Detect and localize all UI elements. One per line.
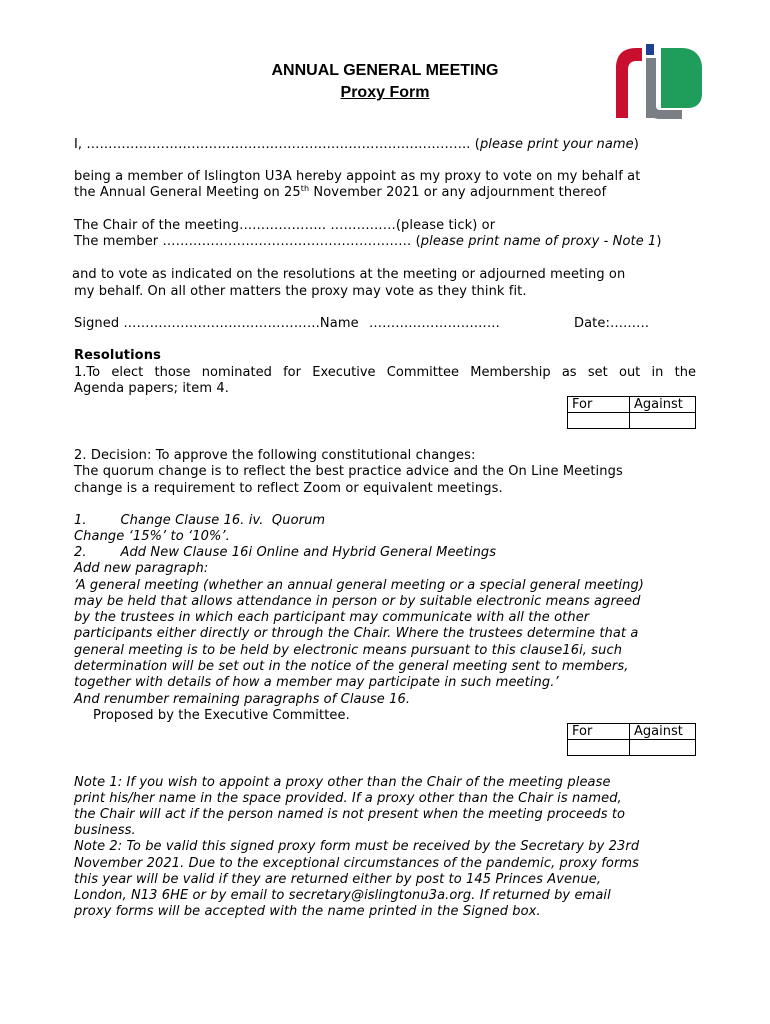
chair-line: The Chair of the meeting……………….. ……………(please tick) or (74, 218, 496, 233)
note-line: this year will be valid if they are returned either by post to 145 Princes Avenue, (74, 872, 602, 887)
quote-line: participants either directly or through the Chair. Where the trustees determine that a (74, 626, 639, 641)
for-cell[interactable] (568, 413, 630, 429)
note-line: Note 2: To be valid this signed proxy form must be received by the Secretary by 23rd (74, 839, 640, 854)
clause-1: 1. Change Clause 16. iv. Quorum (74, 513, 326, 528)
against-cell[interactable] (630, 413, 696, 429)
resolution-1-line-2: Agenda papers; item 4. (74, 381, 229, 396)
note-line: proxy forms will be accepted with the name printed in the Signed box. (74, 904, 541, 919)
name-line: I, ……………………………………………………………………………. (please print your name) (74, 137, 639, 152)
against-header: Against (630, 397, 696, 413)
u3a-logo (612, 44, 704, 120)
quote-line: together with details of how a member may participate in such meeting.’ (74, 675, 559, 690)
resolution-1-line-1: 1.To elect those nominated for Executive Committee Membership as set out in the (74, 365, 696, 380)
date-field[interactable]: Date:……… (574, 316, 650, 331)
note-line: the Chair will act if the person named is not present when the meeting proceeds to (74, 807, 626, 822)
quote-line: may be held that allows attendance in person or by suitable electronic means agreed (74, 594, 641, 609)
against-cell[interactable] (630, 740, 696, 756)
resolution-2-line-2: The quorum change is to reflect the best practice advice and the On Line Meetings (74, 464, 623, 479)
against-header: Against (630, 724, 696, 740)
note-line: London, N13 6HE or by email to secretary@islingtonu3a.org. If returned by email (74, 888, 611, 903)
quote-line: by the trustees in which each participant may communicate with all the other (74, 610, 590, 625)
quote-line: determination will be set out in the notice of the general meeting sent to members, (74, 659, 629, 674)
signed-field[interactable]: Signed ………………………………………Name (74, 316, 359, 331)
for-header: For (568, 724, 630, 740)
resolution-2-line-1: 2. Decision: To approve the following constitutional changes: (74, 448, 476, 463)
meeting-date-line: the Annual General Meeting on 25th November 2021 or any adjournment thereof (74, 184, 607, 200)
page-title: ANNUAL GENERAL MEETING (271, 62, 499, 79)
vote-line-1: and to vote as indicated on the resolutions at the meeting or adjourned meeting on (72, 267, 626, 282)
name-field[interactable]: ………………………… (369, 316, 500, 331)
quote-line: And renumber remaining paragraphs of Clause 16. (74, 692, 411, 707)
clause-1-change: Change ‘15%’ to ‘10%’. (74, 529, 230, 544)
note-line: Note 1: If you wish to appoint a proxy other than the Chair of the meeting please (74, 775, 611, 790)
quote-line: ‘A general meeting (whether an annual general meeting or a special general meeting) (74, 578, 644, 593)
vote-line-2: my behalf. On all other matters the proxy may vote as they think fit. (74, 284, 527, 299)
vote-table-2 (567, 723, 696, 756)
proposed-by: Proposed by the Executive Committee. (93, 708, 350, 723)
note-line: November 2021. Due to the exceptional circumstances of the pandemic, proxy forms (74, 856, 640, 871)
for-header: For (568, 397, 630, 413)
for-cell[interactable] (568, 740, 630, 756)
vote-table-1 (567, 396, 696, 429)
new-paragraph-label: Add new paragraph: (74, 561, 209, 576)
member-line: The member ………………………………………………… (please print name of proxy - Note 1) (74, 234, 662, 249)
appoint-line: being a member of Islington U3A hereby appoint as my proxy to vote on my behalf at (74, 169, 641, 184)
note-line: business. (74, 823, 136, 838)
resolution-2-line-3: change is a requirement to reflect Zoom or equivalent meetings. (74, 481, 503, 496)
note-line: print his/her name in the space provided. If a proxy other than the Chair is named, (74, 791, 622, 806)
page-subtitle: Proxy Form (340, 84, 430, 101)
quote-line: general meeting is to be held by electronic means pursuant to this clause16i, such (74, 643, 623, 658)
clause-2: 2. Add New Clause 16i Online and Hybrid General Meetings (74, 545, 497, 560)
resolutions-heading: Resolutions (74, 348, 161, 363)
